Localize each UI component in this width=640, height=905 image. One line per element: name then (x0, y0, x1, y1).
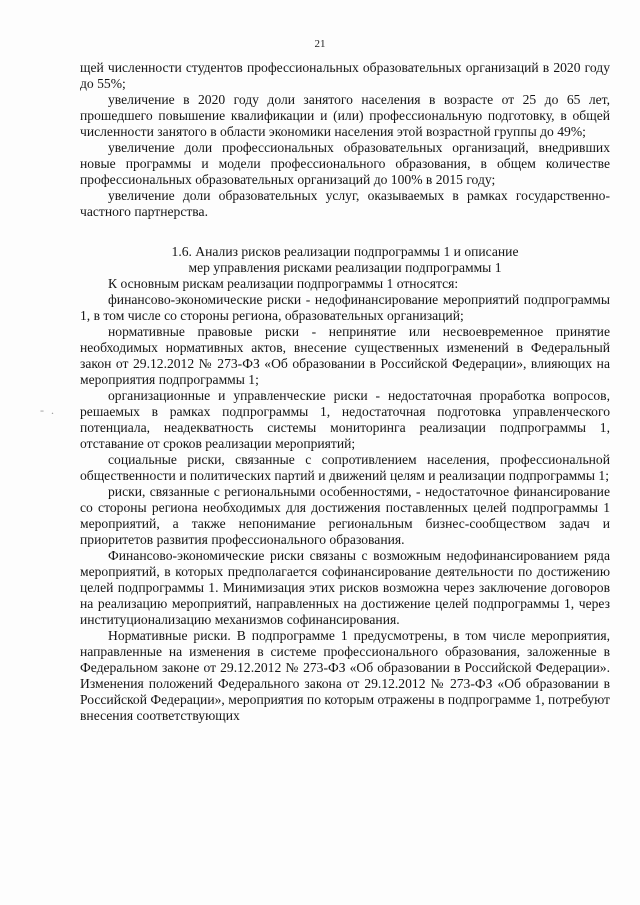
paragraph: К основным рискам реализации подпрограммы 1 относятся: (108, 276, 459, 291)
paragraph: щей численности студентов профессиональных образовательных организаций в 2020 году до 55%; (80, 60, 610, 91)
margin-mark: - . (40, 403, 56, 417)
paragraph: увеличение доли профессиональных образовательных организаций, внедривших новые программы и модели профессионального образования, в общем количестве профессиональных образовательных организаций до 100% в 2015 году; (80, 140, 610, 187)
document-body (80, 60, 610, 724)
section-heading-line: 1.6. Анализ рисков реализации подпрограммы 1 и описание (171, 244, 519, 259)
paragraph: Финансово-экономические риски связаны с возможным недофинансированием ряда мероприятий, в которых предполагается софинансирование деятельности по достижению целей подпрограммы 1. Минимизация этих рисков возможна через заключение договоров на реализацию мероприятий, направленных на достижение целей подпрограммы 1, через институционализацию механизмов софинансирования. (80, 548, 610, 627)
paragraph: финансово-экономические риски - недофинансирование мероприятий подпрограммы 1, в том числе со стороны региона, образовательных организаций; (80, 292, 610, 323)
page-number: 21 (314, 38, 326, 50)
paragraph: риски, связанные с региональными особенностями, - недостаточное финансирование со стороны региона необходимых для достижения поставленных целей подпрограммы 1 мероприятий, а также непонимание региональным бизнес-сообществом задач и приоритетов развития профессионального образования. (80, 484, 610, 547)
paragraph: увеличение доли образовательных услуг, оказываемых в рамках государственно-частного партнерства. (80, 188, 610, 219)
paragraph: организационные и управленческие риски - недостаточная проработка вопросов, решаемых в рамках подпрограммы 1, недостаточная подготовка управленческого потенциала, неадекватность системы мониторинга реализации подпрограммы 1, отставание от сроков реализации мероприятий; (80, 388, 610, 451)
paragraph: Нормативные риски. В подпрограмме 1 предусмотрены, в том числе мероприятия, направленные на изменения в системе профессионального образования, заложенные в Федеральном законе от 29.12.2012 № 273-ФЗ «Об образовании в Российской Федерации». Изменения положений Федерального закона от 29.12.2012 № 273-ФЗ «Об образовании в Российской Федерации», мероприятия по которым отражены в подпрограмме 1, потребуют внесения соответствующих (80, 628, 610, 723)
section-heading (80, 244, 610, 276)
paragraph: нормативные правовые риски - непринятие или несвоевременное принятие необходимых нормативных актов, внесение существенных изменений в Федеральный закон от 29.12.2012 № 273-ФЗ «Об образовании в Российской Федерации», влияющих на мероприятия подпрограммы 1; (80, 324, 610, 387)
paragraph: социальные риски, связанные с сопротивлением населения, профессиональной общественности и политических партий и движений целям и реализации подпрограммы 1; (80, 452, 610, 483)
paragraph: увеличение в 2020 году доли занятого населения в возрасте от 25 до 65 лет, прошедшего повышение квалификации и (или) профессиональную подготовку, в общей численности занятого в области экономики населения этой возрастной группы до 49%; (80, 92, 610, 139)
section-heading-line: мер управления рисками реализации подпрограммы 1 (188, 260, 502, 275)
